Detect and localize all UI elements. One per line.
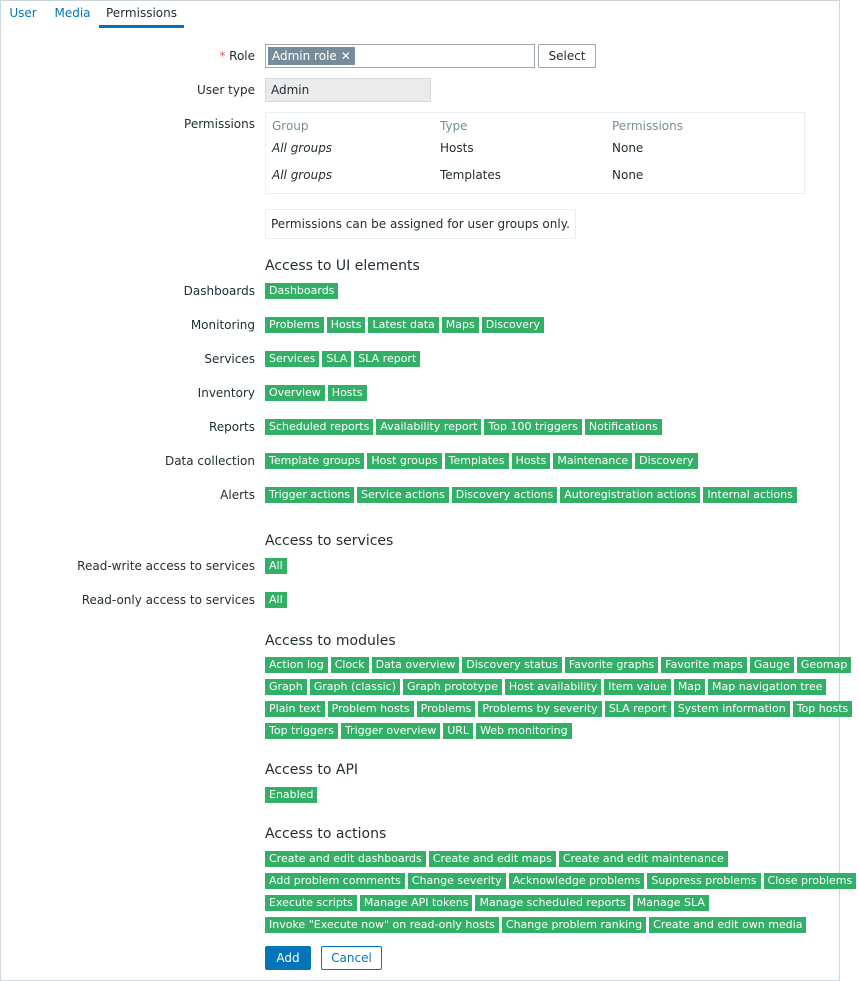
table-cell-group: All groups — [272, 168, 333, 182]
tag-row-dashboards — [265, 283, 341, 299]
section-title-ui-elements: Access to UI elements — [265, 258, 420, 274]
tag: SLA report — [354, 351, 420, 367]
section-title-api: Access to API — [265, 762, 359, 778]
module-tags-line — [265, 679, 829, 695]
tag: Trigger actions — [265, 487, 354, 503]
tag: Action log — [265, 657, 328, 673]
tag-row-read-write — [265, 558, 290, 574]
tag: Create and edit maps — [429, 851, 556, 867]
role-label — [219, 49, 255, 63]
tag: Graph prototype — [403, 679, 502, 695]
tag-row-data-collection — [265, 453, 701, 469]
row-label-read-only: Read-only access to services — [81, 593, 255, 607]
tag: Web monitoring — [476, 723, 572, 739]
tab-media[interactable]: Media — [54, 6, 91, 20]
table-cell-type: Templates — [440, 168, 502, 182]
tag: Availability report — [376, 419, 481, 435]
tag-row-api — [265, 787, 320, 803]
tag: Change severity — [408, 873, 506, 889]
tag: Hosts — [512, 453, 551, 469]
permissions-table — [265, 112, 805, 194]
row-label-dashboards: Dashboards — [183, 284, 255, 298]
tag: Manage API tokens — [360, 895, 473, 911]
tag: Close problems — [764, 873, 857, 889]
tag: Discovery status — [462, 657, 562, 673]
tag-row-services — [265, 351, 423, 367]
role-label-text: Role — [229, 49, 255, 63]
tag: Service actions — [357, 487, 449, 503]
tag: Graph (classic) — [310, 679, 400, 695]
tag: Favorite graphs — [565, 657, 658, 673]
tag: Problems by severity — [478, 701, 601, 717]
tag: Discovery — [635, 453, 697, 469]
row-label-reports: Reports — [208, 420, 255, 434]
section-title-actions: Access to actions — [265, 826, 387, 842]
tag: SLA — [322, 351, 351, 367]
user-type-field: Admin — [265, 78, 431, 102]
section-title-modules: Access to modules — [265, 633, 396, 649]
tag: Acknowledge problems — [509, 873, 645, 889]
tag: Hosts — [327, 317, 366, 333]
tag: Top triggers — [265, 723, 338, 739]
row-label-read-write: Read-write access to services — [77, 559, 255, 573]
table-cell-group: All groups — [272, 141, 333, 155]
tag: Problem hosts — [328, 701, 414, 717]
tag: Latest data — [368, 317, 438, 333]
tag: Map — [674, 679, 705, 695]
tag-row-monitoring — [265, 317, 547, 333]
column-header-permissions: Permissions — [612, 119, 683, 133]
tag: Trigger overview — [341, 723, 440, 739]
section-title-services: Access to services — [265, 533, 394, 549]
tag: Graph — [265, 679, 307, 695]
tag: All — [265, 592, 287, 608]
tag: Create and edit own media — [649, 917, 806, 933]
tag: Templates — [445, 453, 509, 469]
tag: Scheduled reports — [265, 419, 373, 435]
tag: Clock — [331, 657, 369, 673]
required-mark: * — [219, 49, 226, 63]
tag: SLA report — [605, 701, 671, 717]
tag: Autoregistration actions — [560, 487, 700, 503]
tag: All — [265, 558, 287, 574]
add-button[interactable]: Add — [265, 946, 311, 970]
tag: Manage scheduled reports — [475, 895, 629, 911]
tag: Problems — [417, 701, 476, 717]
tag: Host groups — [367, 453, 441, 469]
tag: Plain text — [265, 701, 325, 717]
user-type-label: User type — [197, 83, 255, 97]
tag: Internal actions — [703, 487, 796, 503]
row-label-data-collection: Data collection — [164, 454, 255, 468]
tag: Overview — [265, 385, 325, 401]
select-button[interactable]: Select — [538, 44, 596, 68]
tag: Change problem ranking — [502, 917, 646, 933]
module-tags-line — [265, 701, 855, 717]
table-cell-type: Hosts — [440, 141, 474, 155]
tag: Map navigation tree — [708, 679, 826, 695]
row-label-monitoring: Monitoring — [190, 318, 255, 332]
tag-row-reports — [265, 419, 665, 435]
tag: Item value — [604, 679, 671, 695]
tag: Discovery actions — [452, 487, 557, 503]
tag: Top 100 triggers — [484, 419, 581, 435]
row-label-alerts: Alerts — [220, 488, 255, 502]
tag: Discovery — [482, 317, 544, 333]
tag: Template groups — [265, 453, 364, 469]
tag: Host availability — [505, 679, 601, 695]
module-tags-line — [265, 723, 575, 739]
tag: Services — [265, 351, 319, 367]
tag-row-read-only — [265, 592, 290, 608]
tag: Enabled — [265, 787, 317, 803]
action-tags-line — [265, 873, 859, 889]
tag: Create and edit maintenance — [559, 851, 728, 867]
tag: Hosts — [328, 385, 367, 401]
cancel-button[interactable]: Cancel — [321, 946, 382, 970]
module-tags-line — [265, 657, 854, 673]
tag: Maintenance — [553, 453, 632, 469]
tag: Geomap — [797, 657, 851, 673]
tag: Top hosts — [793, 701, 853, 717]
action-tags-line — [265, 851, 731, 867]
tag: Maps — [442, 317, 479, 333]
role-chip-label: Admin role — [272, 49, 337, 63]
tag: Execute scripts — [265, 895, 357, 911]
tag: Favorite maps — [661, 657, 747, 673]
tag: Invoke "Execute now" on read-only hosts — [265, 917, 499, 933]
action-tags-line — [265, 895, 712, 911]
role-chip — [268, 47, 355, 65]
tab-user[interactable]: User — [9, 6, 37, 20]
row-label-inventory: Inventory — [197, 386, 255, 400]
table-cell-permission: None — [612, 141, 644, 155]
tag: Dashboards — [265, 283, 338, 299]
tag-row-alerts — [265, 487, 800, 503]
tag: Data overview — [372, 657, 460, 673]
tag-row-inventory — [265, 385, 370, 401]
tab-permissions[interactable]: Permissions — [99, 0, 184, 28]
role-multiselect[interactable] — [265, 44, 535, 68]
permissions-note: Permissions can be assigned for user groups only. — [265, 209, 576, 239]
action-tags-line — [265, 917, 809, 933]
tag: Gauge — [750, 657, 794, 673]
permissions-label: Permissions — [184, 117, 255, 131]
row-label-services: Services — [204, 352, 255, 366]
tag: Notifications — [585, 419, 662, 435]
column-header-type: Type — [440, 119, 468, 133]
tag: Problems — [265, 317, 324, 333]
tag: Add problem comments — [265, 873, 405, 889]
tag: Manage SLA — [633, 895, 709, 911]
tag: Create and edit dashboards — [265, 851, 426, 867]
table-cell-permission: None — [612, 168, 644, 182]
tag: Suppress problems — [647, 873, 760, 889]
column-header-group: Group — [272, 119, 309, 133]
remove-icon[interactable]: ✕ — [340, 49, 351, 63]
tag: URL — [443, 723, 473, 739]
tag: System information — [674, 701, 790, 717]
